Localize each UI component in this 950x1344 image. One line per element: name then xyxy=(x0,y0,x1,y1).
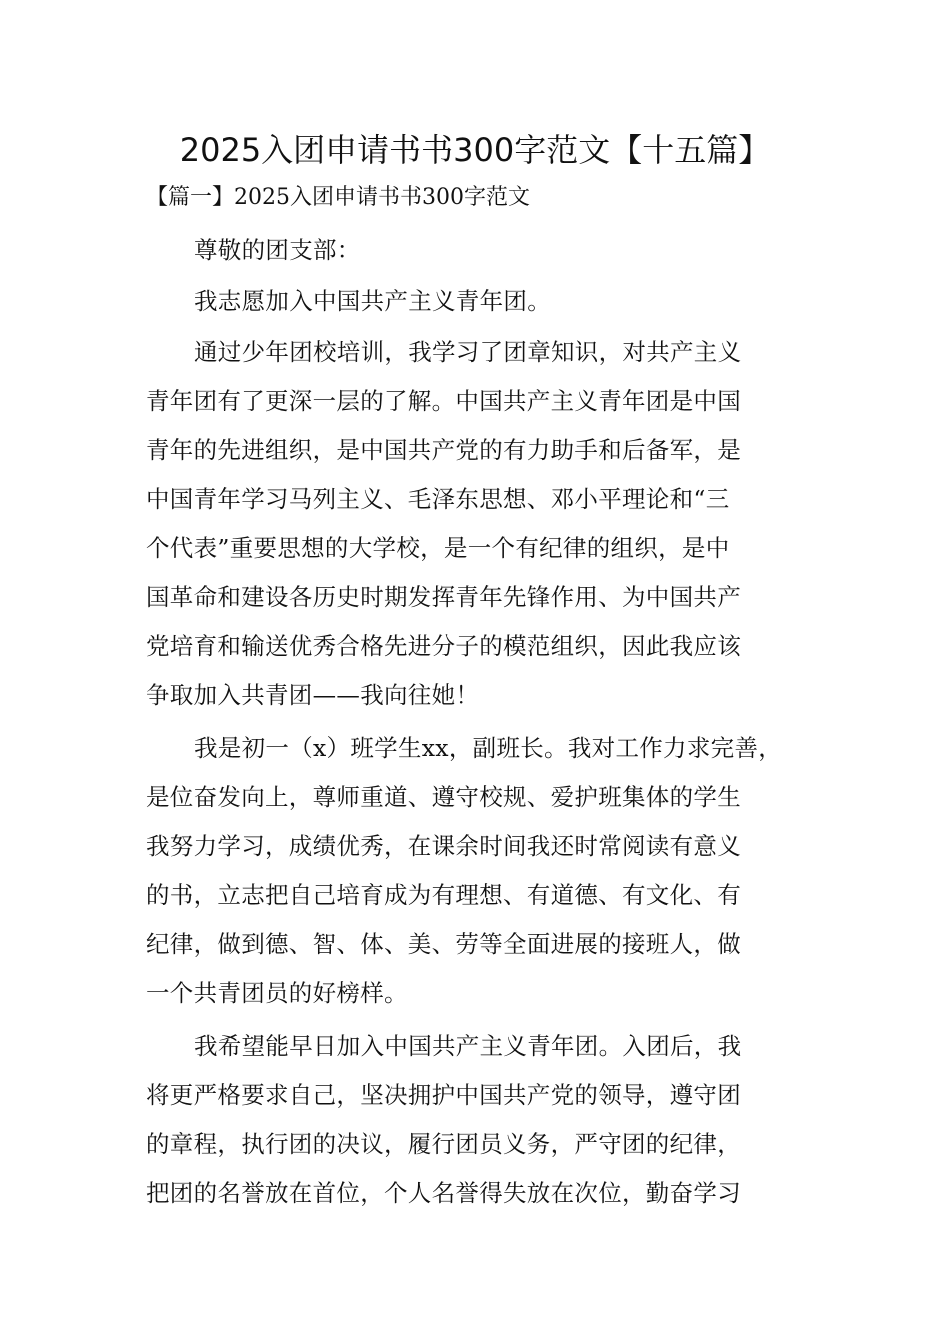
body-text-line: 的章程，执行团的决议，履行团员义务，严守团的纪律， xyxy=(146,1130,741,1158)
salutation-line: 尊敬的团支部： xyxy=(194,236,361,264)
body-text-line: 争取加入共青团——我向往她！ xyxy=(146,681,480,709)
body-text-line: 通过少年团校培训，我学习了团章知识，对共产主义 xyxy=(194,338,742,366)
body-text-line: 我努力学习，成绩优秀，在课余时间我还时常阅读有意义 xyxy=(146,832,741,860)
body-text-line: 个代表”重要思想的大学校，是一个有纪律的组织，是中 xyxy=(146,534,730,562)
body-text-line: 青年的先进组织，是中国共产党的有力助手和后备军，是 xyxy=(146,436,741,464)
body-text-line: 国革命和建设各历史时期发挥青年先锋作用、为中国共产 xyxy=(146,583,741,611)
section-heading: 【篇一】2025入团申请书书300字范文 xyxy=(146,185,530,210)
body-text-line: 我希望能早日加入中国共产主义青年团。入团后，我 xyxy=(194,1032,742,1060)
body-text-line: 是位奋发向上，尊师重道、遵守校规、爱护班集体的学生 xyxy=(146,783,741,811)
body-text-line: 党培育和输送优秀合格先进分子的模范组织，因此我应该 xyxy=(146,632,741,660)
body-text-line: 我志愿加入中国共产主义青年团。 xyxy=(194,287,551,315)
body-text-line: 中国青年学习马列主义、毛泽东思想、邓小平理论和“三 xyxy=(146,485,730,513)
body-text-line: 我是初一（x）班学生xx，副班长。我对工作力求完善， xyxy=(194,734,783,762)
body-text-line: 纪律，做到德、智、体、美、劳等全面进展的接班人，做 xyxy=(146,930,741,958)
body-text-line: 一个共青团员的好榜样。 xyxy=(146,979,408,1007)
body-text-line: 把团的名誉放在首位，个人名誉得失放在次位，勤奋学习 xyxy=(146,1179,741,1207)
body-text-line: 的书，立志把自己培育成为有理想、有道德、有文化、有 xyxy=(146,881,741,909)
document-title: 2025入团申请书书300字范文【十五篇】 xyxy=(179,131,771,169)
body-text-line: 将更严格要求自己，坚决拥护中国共产党的领导，遵守团 xyxy=(146,1081,741,1109)
body-text-line: 青年团有了更深一层的了解。中国共产主义青年团是中国 xyxy=(146,387,741,415)
